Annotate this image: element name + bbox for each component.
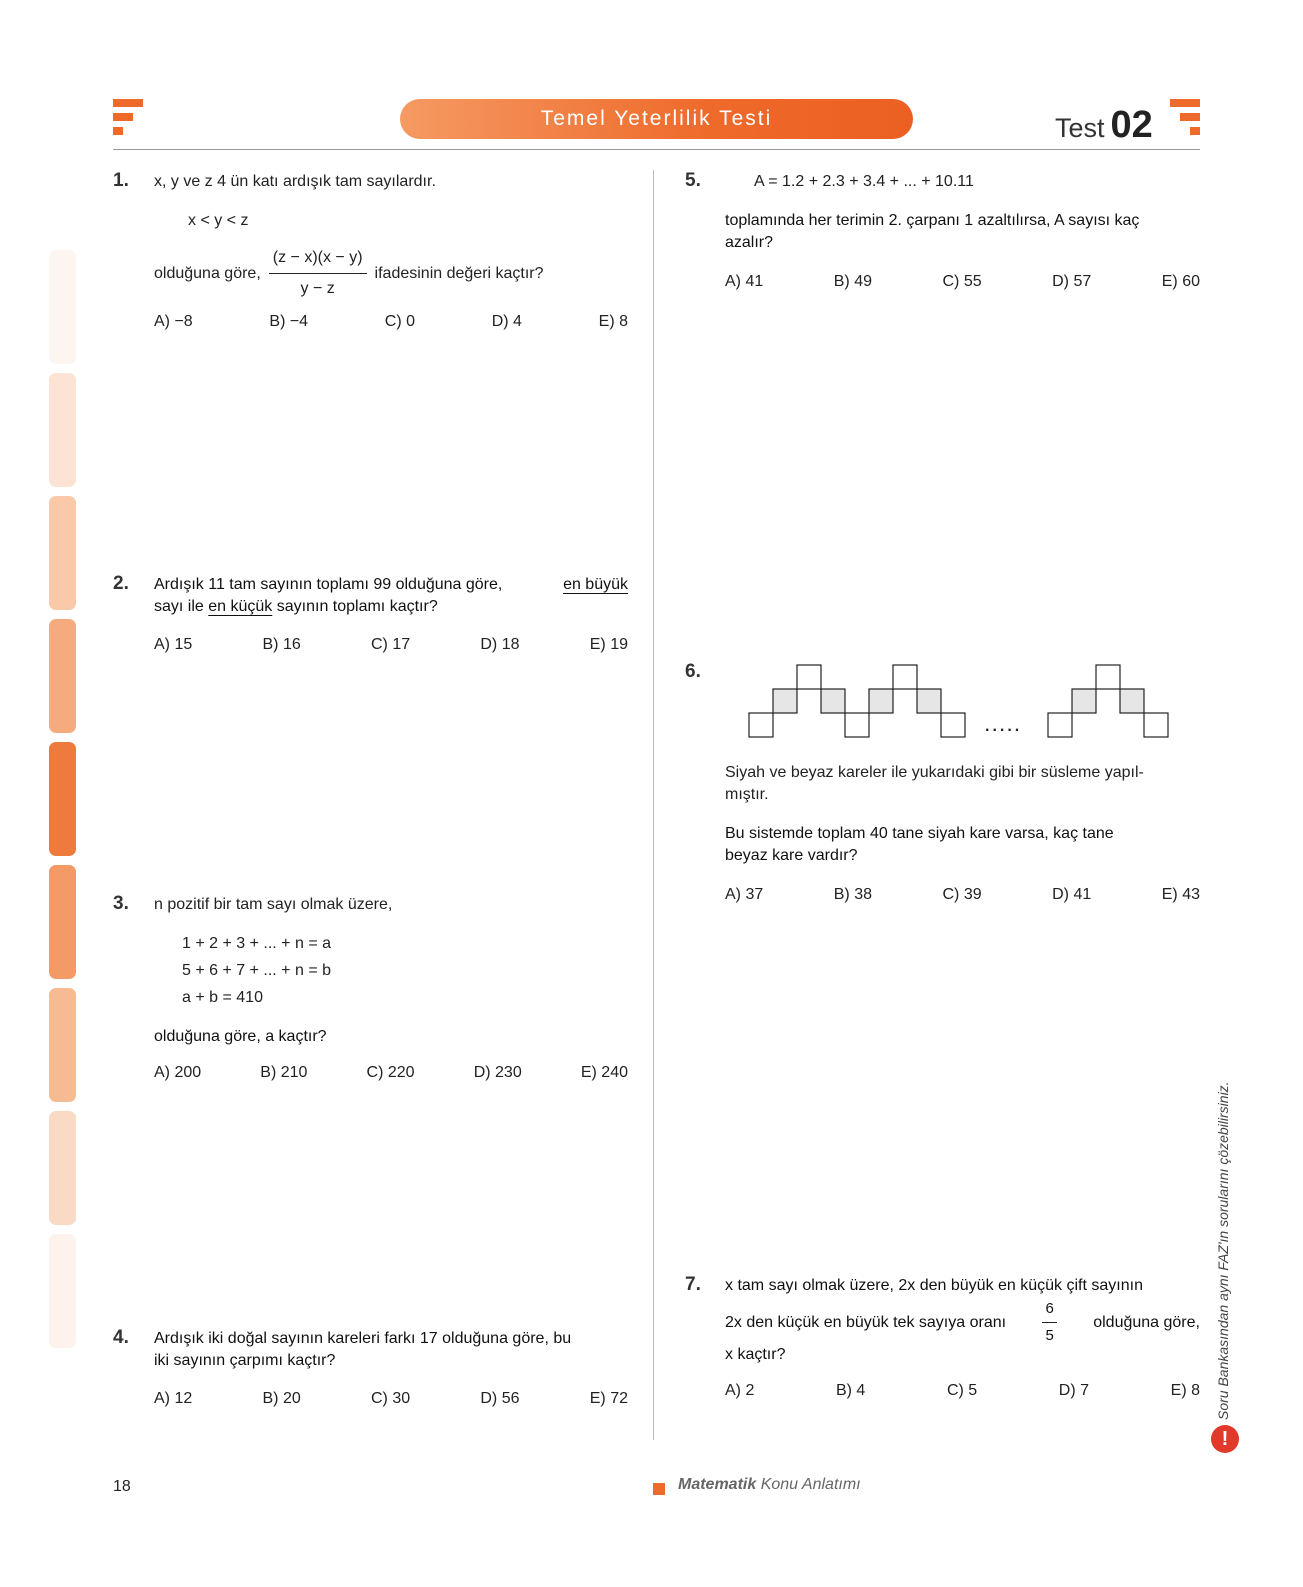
option-e[interactable]: E) 8 bbox=[598, 313, 628, 330]
question-7-line2a: 2x den küçük en büyük tek sayıya oranı bbox=[725, 1313, 1007, 1331]
question-3-equation-3: a + b = 410 bbox=[182, 989, 263, 1006]
question-6-line1: Siyah ve beyaz kareler ile yukarıdaki gibi bir süsleme yapıl- bbox=[725, 764, 1144, 781]
test-word: Test bbox=[1055, 113, 1105, 143]
question-3-equation-1: 1 + 2 + 3 + ... + n = a bbox=[182, 935, 331, 952]
option-c[interactable]: C) 30 bbox=[371, 1390, 411, 1407]
option-b[interactable]: B) 210 bbox=[260, 1064, 308, 1081]
question-2-emphasis-smallest: en küçük bbox=[208, 598, 273, 615]
question-1-expression bbox=[154, 247, 544, 300]
question-1-frac-denominator: y − z bbox=[300, 280, 335, 297]
option-d[interactable]: D) 56 bbox=[480, 1390, 520, 1407]
question-1-fraction bbox=[269, 247, 367, 300]
question-2-line2c: sayının toplamı kaçtır? bbox=[276, 598, 438, 615]
brand-logo-left bbox=[113, 99, 143, 139]
brand-logo-right bbox=[1170, 99, 1200, 139]
option-d[interactable]: D) 57 bbox=[1052, 273, 1092, 290]
option-c[interactable]: C) 5 bbox=[946, 1382, 978, 1399]
question-7-line3: x kaçtır? bbox=[725, 1346, 786, 1363]
question-7-line2 bbox=[725, 1298, 1200, 1347]
question-7-frac-numerator: 6 bbox=[1042, 1298, 1056, 1323]
question-6-line3-text: Bu sistemde toplam 40 tane siyah kare varsa, kaç tane bbox=[725, 825, 1114, 842]
chapter-tab-7[interactable] bbox=[49, 988, 76, 1102]
question-7-line1: x tam sayı olmak üzere, 2x den büyük en küçük çift sayının bbox=[725, 1277, 1143, 1294]
header-title: Temel Yeterlilik Testi bbox=[400, 99, 913, 139]
question-6-options bbox=[725, 886, 1200, 904]
chapter-tab-4[interactable] bbox=[49, 619, 76, 733]
question-3-equation-2: 5 + 6 + 7 + ... + n = b bbox=[182, 962, 331, 979]
option-a[interactable]: A) 15 bbox=[154, 636, 193, 653]
option-c[interactable]: C) 220 bbox=[366, 1064, 415, 1081]
chapter-tab-5[interactable] bbox=[49, 742, 76, 856]
option-b[interactable]: B) 16 bbox=[262, 636, 301, 653]
question-5-options bbox=[725, 273, 1200, 291]
option-a[interactable]: A) 37 bbox=[725, 886, 764, 903]
question-4-line2: iki sayının çarpımı kaçtır? bbox=[154, 1352, 336, 1369]
option-b[interactable]: B) 49 bbox=[833, 273, 872, 290]
option-c[interactable]: C) 0 bbox=[384, 313, 416, 330]
question-3-options bbox=[154, 1064, 628, 1082]
question-1-lead: olduğuna göre, bbox=[154, 264, 261, 282]
question-5-line1: toplamında her terimin 2. çarpanı 1 azaltılırsa, A sayısı kaç bbox=[725, 212, 1140, 229]
option-c[interactable]: C) 39 bbox=[942, 886, 982, 903]
option-d[interactable]: D) 4 bbox=[491, 313, 522, 330]
chapter-tab-1[interactable] bbox=[49, 250, 76, 364]
test-number: 02 bbox=[1110, 104, 1153, 146]
option-b[interactable]: B) 4 bbox=[835, 1382, 866, 1399]
option-c[interactable]: C) 17 bbox=[371, 636, 411, 653]
option-b[interactable]: B) −4 bbox=[269, 313, 309, 330]
option-b[interactable]: B) 20 bbox=[262, 1390, 301, 1407]
option-a[interactable]: A) 41 bbox=[725, 273, 764, 290]
question-1-tail: ifadesinin değeri kaçtır? bbox=[374, 264, 544, 282]
question-7-frac-denominator: 5 bbox=[1045, 1327, 1054, 1344]
tile-pattern-figure bbox=[748, 662, 1180, 742]
column-divider bbox=[653, 170, 654, 1440]
footer-book-title bbox=[678, 1476, 861, 1494]
question-2-options bbox=[154, 636, 628, 654]
side-note: Soru Bankasından aynı FAZ'ın sorularını çözebilirsiniz. bbox=[1215, 1081, 1231, 1420]
question-1-frac-numerator: (z − x)(x − y) bbox=[269, 247, 367, 274]
option-e[interactable]: E) 43 bbox=[1161, 886, 1200, 903]
question-4-number: 4. bbox=[113, 1327, 129, 1348]
question-7-number: 7. bbox=[685, 1274, 701, 1295]
question-6-line3 bbox=[725, 823, 1200, 845]
option-d[interactable]: D) 230 bbox=[473, 1064, 522, 1081]
question-5-line2: azalır? bbox=[725, 234, 774, 251]
question-1-condition: x < y < z bbox=[188, 212, 249, 229]
footer-square-icon bbox=[653, 1483, 665, 1495]
question-1-line1: x, y ve z 4 ün katı ardışık tam sayılardır. bbox=[154, 173, 436, 190]
option-d[interactable]: D) 18 bbox=[480, 636, 520, 653]
page-number: 18 bbox=[113, 1478, 131, 1495]
question-5-text bbox=[725, 210, 1200, 254]
option-e[interactable]: E) 72 bbox=[589, 1390, 628, 1407]
test-label bbox=[1055, 104, 1153, 147]
option-b[interactable]: B) 38 bbox=[833, 886, 872, 903]
question-6-description bbox=[725, 762, 1200, 806]
option-e[interactable]: E) 8 bbox=[1170, 1382, 1200, 1399]
question-6-line4: beyaz kare vardır? bbox=[725, 847, 858, 864]
question-6-number: 6. bbox=[685, 661, 701, 682]
question-7-line2b: olduğuna göre, bbox=[1093, 1313, 1200, 1331]
question-3-number: 3. bbox=[113, 893, 129, 914]
question-3-question: olduğuna göre, a kaçtır? bbox=[154, 1028, 327, 1045]
question-3-line1: n pozitif bir tam sayı olmak üzere, bbox=[154, 896, 393, 913]
chapter-tab-6[interactable] bbox=[49, 865, 76, 979]
footer-book-bold: Matematik bbox=[678, 1476, 757, 1493]
question-4-options bbox=[154, 1390, 628, 1408]
option-e[interactable]: E) 240 bbox=[580, 1064, 628, 1081]
question-2-text bbox=[154, 574, 628, 618]
question-1-number: 1. bbox=[113, 170, 129, 191]
question-2-number: 2. bbox=[113, 573, 129, 594]
question-5-number: 5. bbox=[685, 170, 701, 191]
question-5-formula: A = 1.2 + 2.3 + 3.4 + ... + 10.11 bbox=[754, 173, 974, 190]
option-e[interactable]: E) 60 bbox=[1161, 273, 1200, 290]
question-2-line2a: sayı ile bbox=[154, 598, 204, 615]
option-c[interactable]: C) 55 bbox=[942, 273, 982, 290]
question-1-options bbox=[154, 313, 628, 331]
option-a[interactable]: A) −8 bbox=[154, 313, 193, 330]
option-a[interactable]: A) 200 bbox=[154, 1064, 202, 1081]
question-7-options bbox=[725, 1382, 1200, 1400]
option-e[interactable]: E) 19 bbox=[589, 636, 628, 653]
option-a[interactable]: A) 12 bbox=[154, 1390, 193, 1407]
chapter-tab-3[interactable] bbox=[49, 496, 76, 610]
footer-book-rest: Konu Anlatımı bbox=[760, 1476, 861, 1493]
option-d[interactable]: D) 41 bbox=[1052, 886, 1092, 903]
alert-icon: ! bbox=[1211, 1425, 1239, 1453]
question-4-text bbox=[154, 1328, 628, 1372]
pattern-ellipsis: ..... bbox=[985, 718, 1023, 735]
question-6-question bbox=[725, 823, 1200, 867]
question-2-line1a: Ardışık 11 tam sayının toplamı 99 olduğuna göre, bbox=[154, 576, 503, 593]
question-2-emphasis-largest: en büyük bbox=[563, 576, 628, 593]
chapter-tab-8[interactable] bbox=[49, 1111, 76, 1225]
option-a[interactable]: A) 2 bbox=[725, 1382, 755, 1399]
question-6-line2: mıştır. bbox=[725, 786, 769, 803]
question-7-fraction bbox=[1042, 1298, 1056, 1347]
option-d[interactable]: D) 7 bbox=[1058, 1382, 1090, 1399]
question-4-line1: Ardışık iki doğal sayının kareleri farkı 17 olduğuna göre, bu bbox=[154, 1330, 572, 1347]
chapter-tab-2[interactable] bbox=[49, 373, 76, 487]
header-divider bbox=[113, 149, 1200, 150]
chapter-tab-9[interactable] bbox=[49, 1234, 76, 1348]
